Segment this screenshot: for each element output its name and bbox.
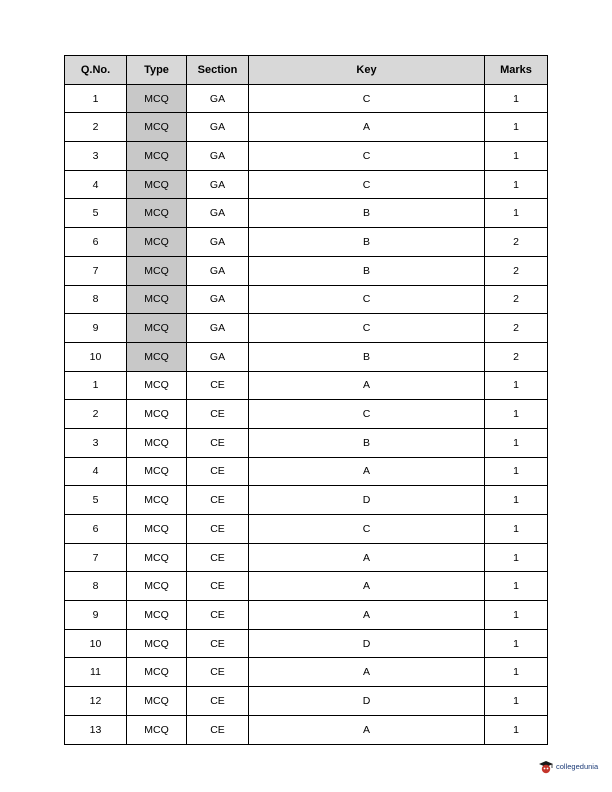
cell-marks: 1 (485, 84, 548, 113)
cell-marks: 1 (485, 170, 548, 199)
cell-qno: 4 (65, 170, 127, 199)
answer-key-table (64, 55, 548, 745)
table-row (65, 113, 548, 142)
cell-section: CE (187, 658, 249, 687)
cell-type: MCQ (127, 371, 187, 400)
cell-type: MCQ (127, 228, 187, 257)
table-row (65, 486, 548, 515)
cell-section: GA (187, 84, 249, 113)
logo-wordmark: collegedunia (556, 762, 599, 772)
cell-key: B (249, 256, 485, 285)
cell-marks: 1 (485, 486, 548, 515)
cell-qno: 11 (65, 658, 127, 687)
table-row (65, 629, 548, 658)
table-row (65, 658, 548, 687)
cell-type: MCQ (127, 457, 187, 486)
cell-type: MCQ (127, 285, 187, 314)
table-row (65, 371, 548, 400)
cell-key: C (249, 170, 485, 199)
cell-marks: 2 (485, 342, 548, 371)
cell-key: C (249, 400, 485, 429)
cell-type: MCQ (127, 687, 187, 716)
cell-type: MCQ (127, 170, 187, 199)
cell-key: B (249, 342, 485, 371)
table-row (65, 715, 548, 744)
header-qno: Q.No. (65, 56, 127, 85)
cell-key: A (249, 371, 485, 400)
cell-section: GA (187, 342, 249, 371)
cell-type: MCQ (127, 314, 187, 343)
cell-key: A (249, 658, 485, 687)
cell-qno: 3 (65, 142, 127, 171)
cell-qno: 5 (65, 486, 127, 515)
table-row (65, 428, 548, 457)
collegedunia-logo (538, 759, 598, 775)
cell-qno: 8 (65, 285, 127, 314)
cell-key: A (249, 715, 485, 744)
cell-qno: 9 (65, 601, 127, 630)
cell-qno: 2 (65, 113, 127, 142)
cell-marks: 2 (485, 314, 548, 343)
cell-type: MCQ (127, 515, 187, 544)
cell-marks: 2 (485, 285, 548, 314)
cell-marks: 1 (485, 400, 548, 429)
header-marks: Marks (485, 56, 548, 85)
cell-marks: 1 (485, 457, 548, 486)
cell-key: B (249, 228, 485, 257)
table-row (65, 342, 548, 371)
cell-qno: 1 (65, 371, 127, 400)
cell-key: A (249, 543, 485, 572)
cell-key: C (249, 285, 485, 314)
cell-qno: 1 (65, 84, 127, 113)
cell-qno: 12 (65, 687, 127, 716)
graduate-mascot-icon (538, 759, 554, 775)
cell-qno: 4 (65, 457, 127, 486)
table-row (65, 228, 548, 257)
cell-type: MCQ (127, 601, 187, 630)
cell-section: CE (187, 629, 249, 658)
cell-key: D (249, 629, 485, 658)
cell-marks: 2 (485, 228, 548, 257)
cell-qno: 10 (65, 342, 127, 371)
header-type: Type (127, 56, 187, 85)
table-row (65, 400, 548, 429)
table-header-row (65, 56, 548, 85)
cell-type: MCQ (127, 715, 187, 744)
cell-key: A (249, 601, 485, 630)
cell-section: GA (187, 142, 249, 171)
cell-marks: 1 (485, 142, 548, 171)
cell-type: MCQ (127, 142, 187, 171)
cell-section: CE (187, 457, 249, 486)
cell-qno: 10 (65, 629, 127, 658)
table-row (65, 142, 548, 171)
table-body (65, 84, 548, 744)
cell-marks: 1 (485, 658, 548, 687)
cell-section: GA (187, 314, 249, 343)
table-row (65, 170, 548, 199)
cell-qno: 6 (65, 228, 127, 257)
cell-qno: 7 (65, 256, 127, 285)
cell-type: MCQ (127, 629, 187, 658)
cell-qno: 2 (65, 400, 127, 429)
cell-key: B (249, 428, 485, 457)
cell-section: CE (187, 687, 249, 716)
cell-section: CE (187, 486, 249, 515)
cell-marks: 1 (485, 687, 548, 716)
cell-key: B (249, 199, 485, 228)
cell-type: MCQ (127, 400, 187, 429)
cell-qno: 13 (65, 715, 127, 744)
cell-marks: 1 (485, 572, 548, 601)
cell-section: CE (187, 543, 249, 572)
cell-marks: 1 (485, 199, 548, 228)
cell-type: MCQ (127, 428, 187, 457)
cell-key: C (249, 84, 485, 113)
cell-section: GA (187, 228, 249, 257)
cell-type: MCQ (127, 199, 187, 228)
cell-qno: 6 (65, 515, 127, 544)
table-row (65, 515, 548, 544)
cell-type: MCQ (127, 84, 187, 113)
cell-section: CE (187, 515, 249, 544)
table-row (65, 543, 548, 572)
header-section: Section (187, 56, 249, 85)
cell-marks: 1 (485, 601, 548, 630)
cell-section: GA (187, 113, 249, 142)
cell-section: CE (187, 371, 249, 400)
cell-section: CE (187, 715, 249, 744)
cell-key: D (249, 687, 485, 716)
table-row (65, 256, 548, 285)
cell-key: C (249, 314, 485, 343)
cell-marks: 1 (485, 428, 548, 457)
cell-section: GA (187, 256, 249, 285)
cell-marks: 1 (485, 515, 548, 544)
table-row (65, 572, 548, 601)
cell-type: MCQ (127, 572, 187, 601)
cell-qno: 9 (65, 314, 127, 343)
cell-qno: 7 (65, 543, 127, 572)
table-row (65, 457, 548, 486)
cell-marks: 1 (485, 543, 548, 572)
cell-marks: 1 (485, 629, 548, 658)
table-row (65, 687, 548, 716)
cell-marks: 1 (485, 715, 548, 744)
cell-type: MCQ (127, 256, 187, 285)
cell-key: A (249, 113, 485, 142)
table-row (65, 199, 548, 228)
cell-qno: 8 (65, 572, 127, 601)
cell-type: MCQ (127, 342, 187, 371)
table-row (65, 285, 548, 314)
cell-type: MCQ (127, 486, 187, 515)
cell-key: C (249, 515, 485, 544)
cell-key: D (249, 486, 485, 515)
cell-section: GA (187, 199, 249, 228)
cell-section: CE (187, 400, 249, 429)
cell-marks: 1 (485, 371, 548, 400)
cell-section: CE (187, 601, 249, 630)
cell-key: A (249, 572, 485, 601)
cell-section: GA (187, 170, 249, 199)
cell-qno: 5 (65, 199, 127, 228)
cell-section: GA (187, 285, 249, 314)
cell-marks: 2 (485, 256, 548, 285)
cell-section: CE (187, 572, 249, 601)
cell-marks: 1 (485, 113, 548, 142)
table-row (65, 84, 548, 113)
cell-type: MCQ (127, 113, 187, 142)
cell-key: C (249, 142, 485, 171)
cell-key: A (249, 457, 485, 486)
cell-qno: 3 (65, 428, 127, 457)
cell-type: MCQ (127, 658, 187, 687)
header-key: Key (249, 56, 485, 85)
cell-type: MCQ (127, 543, 187, 572)
cell-section: CE (187, 428, 249, 457)
table-row (65, 601, 548, 630)
table-row (65, 314, 548, 343)
